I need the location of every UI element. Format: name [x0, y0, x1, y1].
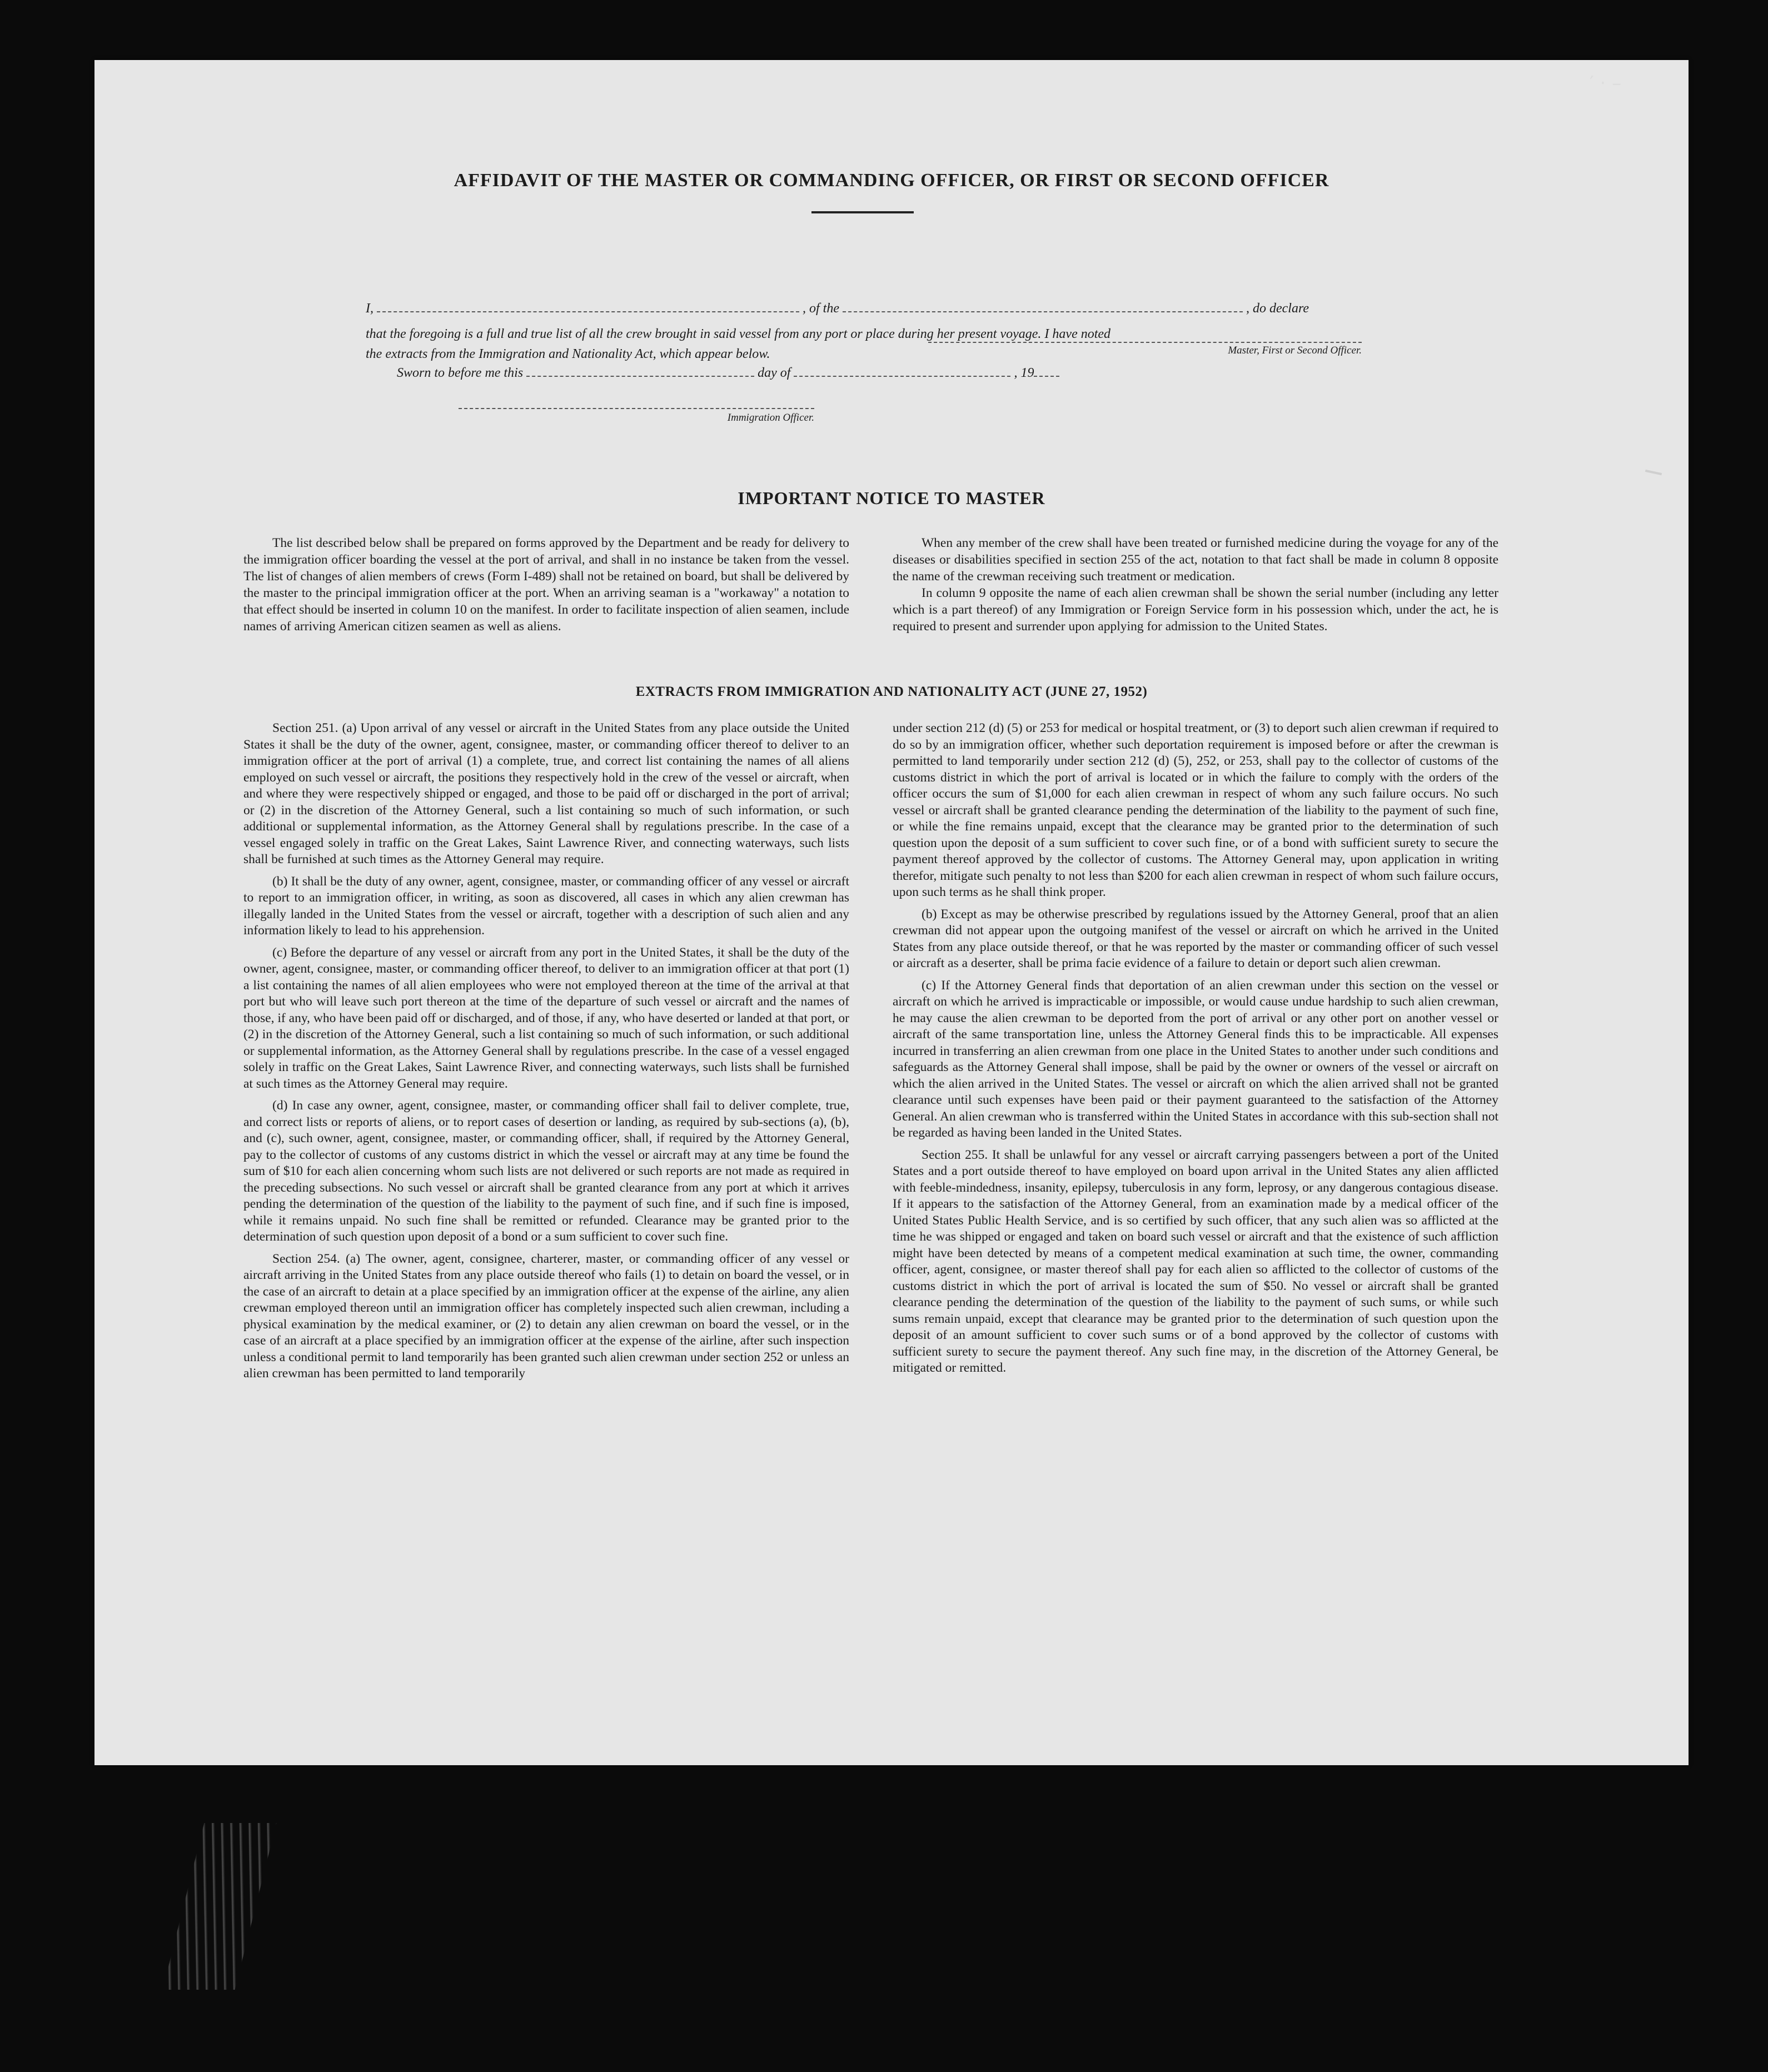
notice-paragraph: In column 9 opposite the name of each alien crewman shall be shown the serial number (including any letter which is a part thereof) of any Immigration or Foreign Service form in his possession which, under the act, he is required to present and surrender upon applying for admission to the United States. — [893, 586, 1498, 634]
sworn-year-blank[interactable] — [1034, 365, 1059, 377]
section-251d: (d) In case any owner, agent, consignee, master, or commanding officer shall fail to deliver complete, true, and correct lists or reports of aliens, or to report cases of desertion or landing, as required by sub-sections (a), (b), and (c), such owner, agent, consignee, master, or commanding officer, shall, if required by the Attorney General, pay to the collector of customs of any customs district in which the vessel or aircraft may at any time be found the sum of $10 for each alien concerning whom such lists are not delivered or such reports are not made as required in the preceding subsections. No such vessel or aircraft shall be granted clearance from any port at which it arrives pending the determination of the question of the liability to the payment of such fine, and if such fine is imposed, while it remains unpaid. No such fine shall be remitted or refunded. Clearance may be granted prior to the determination of such question upon deposit of a bond or a sum sufficient to cover such fine. — [243, 1098, 849, 1244]
extracts-right-column — [893, 720, 1498, 1382]
sworn-prefix: Sworn to before me this — [397, 366, 524, 380]
section-254a-continued: under section 212 (d) (5) or 253 for medical or hospital treatment, or (3) to deport such alien crewman if required to do so by an immigration officer, whether such deportation requirement is imposed before or after the crewman is permitted to land temporarily under section 212 (d) (5), 252, or 253, shall pay to the collector of customs of the customs district in which the port of arrival is located or in which the failure to comply with the orders of the officer occurs the sum of $1,000 for each alien crewman in respect of whom any such failure occurs. No such vessel or aircraft shall be granted clearance pending the determination of the liability to the payment of such fine, or while the fine remains unpaid, except that the clearance may be granted prior to the determination of such question upon the deposit of a sum sufficient to cover such fine, or of a bond with sufficient surety to secure the payment thereof approved by the collector of customs. The Attorney General may, upon application in writing therefor, mitigate such penalty to not less than $200 for each alien crewman in respect of whom such failure occurs, upon such terms as he shall think proper. — [893, 721, 1498, 899]
section-251a: Section 251. (a) Upon arrival of any vessel or aircraft in the United States from any place outside the United States it shall be the duty of the owner, agent, consignee, master, or commanding officer thereof to deliver to an immigration officer at the port of arrival (1) a complete, true, and correct list containing the names of all aliens employed on such vessel or aircraft, the positions they respectively hold in the crew of the vessel or aircraft, when and where they were respectively shipped or engaged, and those to be paid off or discharged in the port of arrival; or (2) in the discretion of the Attorney General, such a list containing so much of such information, or such additional or supplemental information, as the Attorney General shall by regulations prescribe. In the case of a vessel engaged solely in traffic on the Great Lakes, Saint Lawrence River, and connecting waterways, such lists shall be furnished at such times as the Attorney General may require. — [243, 721, 849, 866]
declaration-of-the: , of the — [803, 301, 839, 316]
declaration-line-2: that the foregoing is a full and true list of all the crew brought in said vessel from any port or place during her present voyage. I have noted — [366, 327, 1111, 341]
affidavit-title: AFFIDAVIT OF THE MASTER OR COMMANDING OFFICER, OR FIRST OR SECOND OFFICER — [454, 170, 1329, 191]
section-254b: (b) Except as may be otherwise prescribed by regulations issued by the Attorney General, proof that an alien crewman did not appear upon the outgoing manifest of the vessel or aircraft on which he arrived in the United States from any place outside thereof, or that he was reported by the master or commanding officer of such vessel or aircraft as a deserter, shall be prima facie evidence of a failure to detain or deport such alien crewman. — [893, 906, 1498, 970]
title-underline — [811, 211, 914, 213]
notice-left-column — [243, 535, 849, 635]
name-blank[interactable] — [377, 300, 799, 312]
vessel-blank[interactable] — [843, 300, 1243, 312]
declaration-do-declare: , do declare — [1246, 301, 1309, 316]
officer-signature-line[interactable] — [459, 408, 814, 409]
section-254c: (c) If the Attorney General finds that deportation of an alien crewman under this section on the vessel or aircraft on which he arrived is impracticable or impossible, or would cause undue hardship to such alien crewman, he may cause the alien crewman to be deported from the port of arrival or any other port on another vessel or aircraft of the same transportation line, unless the Attorney General finds this to be impracticable. All expenses incurred in transferring an alien crewman from one place in the United States to another under such conditions and safeguards as the Attorney General shall impose, shall be paid by the owner or owners of the vessel or aircraft on which the alien arrived in the United States. The vessel or aircraft on which the alien arrived shall not be granted clearance until such expenses have been paid or their payment guaranteed to the satisfaction of the Attorney General. An alien crewman who is transferred within the United States in accordance with this sub-section shall not be regarded as having been landed in the United States. — [893, 978, 1498, 1140]
notice-paragraph: When any member of the crew shall have been treated or furnished medicine during the voyage for any of the diseases or disabilities specified in section 255 of the act, notation to that fact shall be made in column 8 opposite the name of the crewman receiving such treatment or medication. — [893, 536, 1498, 584]
extracts-left-column — [243, 720, 849, 1388]
sworn-day-of: day of — [758, 366, 791, 380]
sworn-month-blank[interactable] — [794, 365, 1010, 377]
section-251b: (b) It shall be the duty of any owner, agent, consignee, master, or commanding officer of any vessel or aircraft to report to an immigration officer, in writing, as soon as discovered, all cases in which any alien crewman has illegally landed in the United States from the vessel or aircraft, together with a description of such alien and any information likely to lead to his apprehension. — [243, 874, 849, 938]
declaration-line-1 — [366, 300, 1461, 317]
section-255: Section 255. It shall be unlawful for any vessel or aircraft carrying passengers between a port of the United States and a port outside thereof to have employed on board upon arrival in the United States any alien afflicted with feeble-mindedness, insanity, epilepsy, tuberculosis in any form, leprosy, or any dangerous contagious disease. If it appears to the satisfaction of the Attorney General, from an examination made by a medical officer of the United States Public Health Service, and is so certified by such officer, that any such alien was so afflicted at the time he was shipped or engaged and taken on board such vessel or aircraft and that the existence of such affliction might have been detected by means of a competent medical examination at such time, the owner, commanding officer, agent, consignee, or master thereof shall pay for each alien so afflicted to the collector of customs of the customs district in which the port of arrival is located the sum of $50. No vessel or aircraft shall be granted clearance pending the determination of the question of the liability to the payment of such sums, or while such sums remain unpaid, except that clearance may be granted prior to the determination of such question upon the deposit of an amount sufficient to cover such sums or of a bond approved by the collector of customs with sufficient surety to secure the payment thereof. Any such fine may, in the discretion of the Attorney General, be mitigated or remitted. — [893, 1147, 1498, 1375]
notice-right-column — [893, 535, 1498, 635]
notice-paragraph: The list described below shall be prepared on forms approved by the Department and be ready for delivery to the immigration officer boarding the vessel at the port of arrival, and shall in no instance be taken from the vessel. The list of changes of alien members of crews (Form I-489) shall not be retained on board, but shall be delivered by the master to the principal immigration officer at the port. When an arriving seaman is a "workaway" a notation to that effect should be inserted in column 10 on the manifest. In order to facilitate inspection of alien seamen, include names of arriving American citizen seamen as well as aliens. — [243, 536, 849, 634]
declaration-i: I, — [366, 301, 373, 316]
sworn-day-blank[interactable] — [526, 365, 754, 377]
section-254a-start: Section 254. (a) The owner, agent, consignee, charterer, master, or commanding officer of any vessel or aircraft arriving in the United States from any place outside thereof who fails (1) to detain on board the vessel, or in the case of an aircraft to detain at a place specified by an immigration officer at the expense of the airline, any alien crewman employed thereon until an immigration officer has completely inspected such alien crewman, including a physical examination by the medical examiner, or (2) to detain any alien crewman on board the vessel, or in the case of an aircraft at a place specified by an immigration officer at the expense of the airline, after such inspection unless a conditional permit to land temporarily has been granted such alien crewman under section 252 or unless an alien crewman has been permitted to land temporarily — [243, 1251, 849, 1381]
extracts-heading: EXTRACTS FROM IMMIGRATION AND NATIONALITY ACT (JUNE 27, 1952) — [635, 684, 1148, 699]
master-signature-label: Master, First or Second Officer. — [1228, 345, 1362, 356]
declaration-line-3: the extracts from the Immigration and Nationality Act, which appear below. — [366, 347, 770, 361]
officer-signature-label: Immigration Officer. — [727, 412, 814, 424]
scan-corner-marks: ′ ⋅ – — [1590, 72, 1622, 94]
master-signature-line[interactable] — [928, 342, 1362, 343]
notice-heading: IMPORTANT NOTICE TO MASTER — [738, 488, 1045, 508]
document-page — [94, 60, 1689, 1765]
sworn-year-prefix: , 19 — [1014, 366, 1034, 380]
scan-streak — [163, 1823, 277, 1990]
sworn-line — [397, 365, 1059, 381]
section-251c: (c) Before the departure of any vessel or aircraft from any port in the United States, it shall be the duty of the owner, agent, consignee, master, or commanding officer thereof, to deliver to an immigration officer at that port (1) a list containing the names of all alien employees who were not employed thereon at the time of the arrival at that port but who will leave such port thereon at the time of the departure of such vessel or aircraft and the names of those, if any, who have been paid off or discharged, and of those, if any, who have deserted or landed at that port, or (2) in the discretion of the Attorney General, such a list containing so much of such information, or such additional or supplemental information, as the Attorney General shall by regulations prescribe. In the case of a vessel engaged solely in traffic on the Great Lakes, Saint Lawrence River, and connecting waterways, such lists shall be furnished at such times as the Attorney General may require. — [243, 945, 849, 1091]
